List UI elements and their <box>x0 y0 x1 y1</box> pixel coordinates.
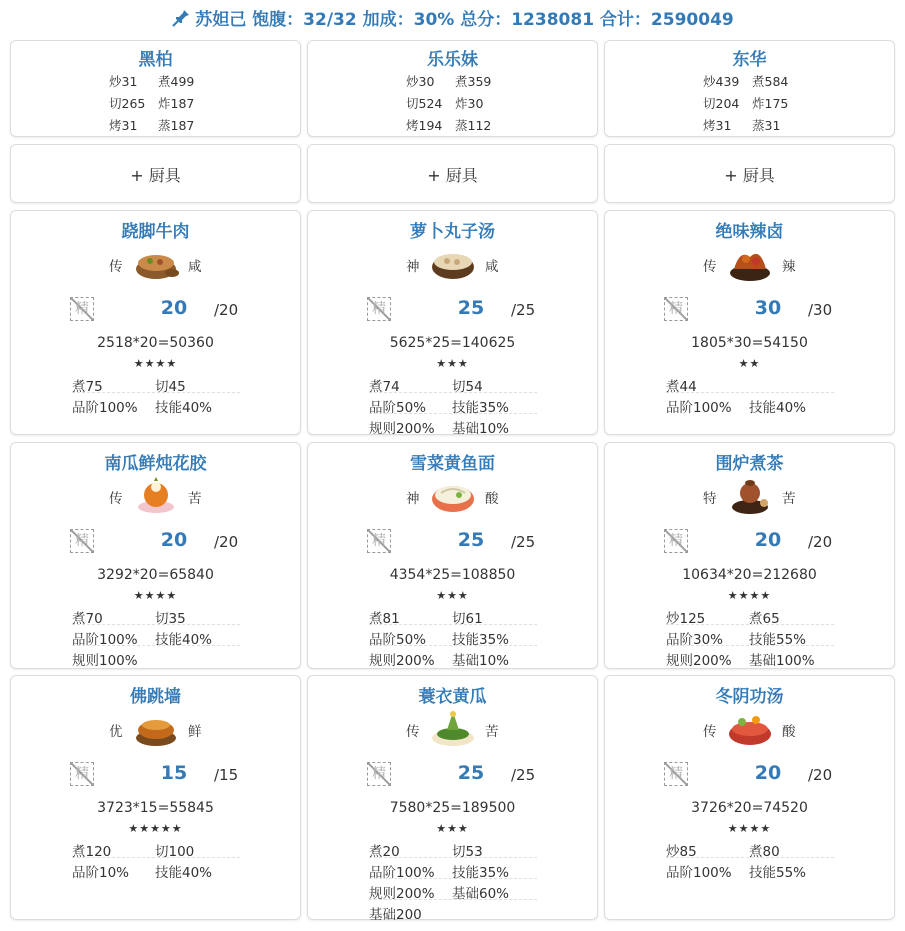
dish-detail-row <box>369 394 537 414</box>
dish-quantity-max: /20 <box>214 301 239 319</box>
dish-card[interactable] <box>307 442 598 669</box>
dish-card[interactable] <box>10 675 301 920</box>
add-tool-label: + 厨具 <box>427 166 478 185</box>
dish-detail-value: 规则200% <box>369 421 435 437</box>
dish-detail-row <box>666 647 834 667</box>
chef-skill: 烤31 <box>109 118 138 133</box>
chef-skill: 炒31 <box>109 74 138 89</box>
dish-score-calc: 7580*25=189500 <box>389 800 516 816</box>
dish-detail-row <box>369 626 537 646</box>
dish-detail-value: 切35 <box>155 611 186 627</box>
dish-detail-row <box>72 838 240 858</box>
dish-detail-value: 品阶50% <box>369 632 427 648</box>
dish-detail-row <box>72 859 240 879</box>
dish-detail-value: 煮65 <box>749 611 780 627</box>
dish-detail-row <box>369 838 537 858</box>
dish-detail-value: 切53 <box>452 844 483 860</box>
dish-card[interactable] <box>307 210 598 435</box>
dish-detail-row <box>369 859 537 879</box>
dish-detail-value: 品阶10% <box>72 865 130 881</box>
dish-card[interactable] <box>10 210 301 435</box>
jing-toggle[interactable]: 精 <box>70 762 94 786</box>
dish-name: 绝味辣卤 <box>715 222 784 242</box>
dish-detail-value: 品阶100% <box>72 400 138 416</box>
dish-detail-value: 切45 <box>155 379 186 395</box>
dish-detail-row <box>72 647 240 667</box>
dish-detail-value: 煮81 <box>369 611 400 627</box>
jing-toggle[interactable]: 精 <box>664 529 688 553</box>
dish-detail-value: 炒125 <box>666 611 706 627</box>
chef-skill: 炒30 <box>406 74 435 89</box>
chef-skill: 炒439 <box>703 74 740 89</box>
jing-toggle[interactable]: 精 <box>367 297 391 321</box>
dish-flavor: 苦 <box>188 491 202 507</box>
dish-stars: ★★★★★ <box>128 822 183 835</box>
dish-rarity: 优 <box>109 724 123 740</box>
dish-flavor: 咸 <box>485 259 499 275</box>
dish-detail-value: 技能40% <box>155 400 213 416</box>
dish-image <box>429 475 477 515</box>
dish-quantity-max: /25 <box>511 766 536 784</box>
dish-name: 佛跳墙 <box>130 687 181 707</box>
dish-flavor: 苦 <box>485 724 499 740</box>
chef-skill: 切265 <box>109 96 146 111</box>
dish-detail-value: 技能40% <box>155 865 213 881</box>
dish-image <box>429 708 477 748</box>
dish-score-calc: 10634*20=212680 <box>682 567 817 583</box>
dish-detail-value: 煮120 <box>72 844 112 860</box>
dish-card[interactable] <box>307 675 598 923</box>
jing-toggle[interactable]: 精 <box>367 762 391 786</box>
dish-name: 跷脚牛肉 <box>121 222 190 242</box>
dish-stars: ★★★ <box>436 589 469 602</box>
dish-name: 南瓜鲜炖花胶 <box>104 454 207 474</box>
chef-skill: 蒸112 <box>455 118 492 133</box>
dish-image <box>132 708 180 748</box>
dish-detail-value: 技能40% <box>155 632 213 648</box>
chef-skill: 烤194 <box>406 118 443 133</box>
dish-detail-row <box>666 626 834 646</box>
dish-image <box>429 243 477 283</box>
dish-quantity[interactable]: 20 <box>160 297 188 319</box>
dish-detail-value: 基础60% <box>452 886 510 902</box>
add-tool-button[interactable] <box>604 144 895 203</box>
dish-quantity-max: /15 <box>214 766 239 784</box>
dish-detail-row <box>72 605 240 625</box>
dish-detail-value: 煮75 <box>72 379 103 395</box>
chef-skill: 煮499 <box>158 74 195 89</box>
chef-skill: 炸187 <box>158 96 195 111</box>
dish-detail-value: 技能55% <box>749 632 807 648</box>
dish-quantity[interactable]: 30 <box>754 297 782 319</box>
chef-skill: 烤31 <box>703 118 732 133</box>
dish-stars: ★★★ <box>436 822 469 835</box>
dish-card[interactable] <box>10 442 301 669</box>
dish-detail-value: 基础100% <box>749 653 815 669</box>
chef-card[interactable] <box>307 40 598 137</box>
jing-toggle[interactable]: 精 <box>664 297 688 321</box>
dish-rarity: 神 <box>406 491 420 507</box>
header-text: 苏妲己 饱腹：32/32 加成：30% 总分：1238081 合计：2590049 <box>195 10 734 30</box>
dish-stars: ★★★★ <box>133 357 178 370</box>
dish-stars: ★★★★ <box>133 589 178 602</box>
dish-stars: ★★★★ <box>727 822 772 835</box>
dish-detail-value: 切61 <box>452 611 483 627</box>
jing-toggle[interactable]: 精 <box>664 762 688 786</box>
jing-toggle[interactable]: 精 <box>367 529 391 553</box>
chef-skill: 切524 <box>406 96 443 111</box>
chef-name: 乐乐妹 <box>427 50 478 70</box>
dish-detail-value: 规则200% <box>666 653 732 669</box>
chef-card[interactable] <box>10 40 301 137</box>
chef-skill: 蒸31 <box>752 118 781 133</box>
dish-detail-value: 煮44 <box>666 379 697 395</box>
dish-rarity: 传 <box>109 491 123 507</box>
dish-rarity: 神 <box>406 259 420 275</box>
add-tool-label: + 厨具 <box>724 166 775 185</box>
dish-rarity: 传 <box>703 259 717 275</box>
dish-detail-row <box>369 605 537 625</box>
dish-card[interactable] <box>604 675 895 920</box>
chef-card[interactable] <box>604 40 895 137</box>
chef-skill: 炸175 <box>752 96 789 111</box>
add-tool-button[interactable] <box>307 144 598 203</box>
dish-detail-value: 技能55% <box>749 865 807 881</box>
dish-name: 蓑衣黄瓜 <box>418 687 487 707</box>
dish-detail-row <box>369 373 537 393</box>
dish-detail-value: 切100 <box>155 844 195 860</box>
dish-detail-value: 品阶50% <box>369 400 427 416</box>
dish-detail-row <box>666 605 834 625</box>
dish-flavor: 鲜 <box>188 724 202 740</box>
dish-score-calc: 3723*15=55845 <box>97 800 214 816</box>
dish-image <box>726 243 774 283</box>
chef-name: 东华 <box>732 50 767 70</box>
dish-detail-row <box>369 415 537 435</box>
dish-detail-row <box>666 373 834 393</box>
dish-quantity-max: /20 <box>808 533 833 551</box>
add-tool-button[interactable] <box>10 144 301 203</box>
dish-detail-row <box>666 859 834 879</box>
dish-detail-value: 煮80 <box>749 844 780 860</box>
dish-rarity: 传 <box>406 724 420 740</box>
dish-detail-value: 切54 <box>452 379 483 395</box>
dish-flavor: 辣 <box>782 259 796 275</box>
header-summary <box>0 6 905 34</box>
pin-icon[interactable] <box>171 8 191 28</box>
dish-flavor: 咸 <box>188 259 202 275</box>
dish-quantity[interactable]: 25 <box>457 297 485 319</box>
dish-quantity[interactable]: 25 <box>457 762 485 784</box>
dish-detail-value: 规则100% <box>72 653 138 669</box>
dish-detail-value: 煮20 <box>369 844 400 860</box>
dish-image <box>132 475 180 515</box>
dish-quantity-max: /25 <box>511 301 536 319</box>
dish-name: 雪菜黄鱼面 <box>410 454 495 474</box>
dish-quantity[interactable]: 20 <box>160 529 188 551</box>
dish-rarity: 特 <box>703 491 717 507</box>
dish-detail-row <box>72 626 240 646</box>
dish-name: 围炉煮茶 <box>715 454 784 474</box>
dish-detail-value: 品阶100% <box>72 632 138 648</box>
dish-flavor: 苦 <box>782 491 796 507</box>
dish-card[interactable] <box>604 210 895 435</box>
dish-detail-row <box>369 901 537 921</box>
dish-flavor: 酸 <box>485 491 499 507</box>
dish-quantity-max: /20 <box>214 533 239 551</box>
dish-detail-value: 规则200% <box>369 653 435 669</box>
dish-detail-value: 品阶100% <box>666 400 732 416</box>
dish-detail-row <box>666 394 834 414</box>
dish-detail-value: 煮74 <box>369 379 400 395</box>
dish-detail-row <box>72 394 240 414</box>
dish-detail-row <box>369 880 537 900</box>
dish-rarity: 传 <box>703 724 717 740</box>
dish-detail-value: 炒85 <box>666 844 697 860</box>
dish-name: 冬阴功汤 <box>715 687 784 707</box>
dish-card[interactable] <box>604 442 895 669</box>
dish-score-calc: 2518*20=50360 <box>97 335 214 351</box>
dish-quantity[interactable]: 20 <box>754 762 782 784</box>
dish-stars: ★★ <box>738 357 761 370</box>
dish-detail-value: 品阶100% <box>369 865 435 881</box>
chef-skill: 煮584 <box>752 74 789 89</box>
dish-quantity-max: /25 <box>511 533 536 551</box>
dish-score-calc: 4354*25=108850 <box>389 567 516 583</box>
dish-detail-row <box>369 647 537 667</box>
dish-image <box>726 708 774 748</box>
dish-image <box>132 243 180 283</box>
jing-toggle[interactable]: 精 <box>70 529 94 553</box>
jing-toggle[interactable]: 精 <box>70 297 94 321</box>
dish-stars: ★★★★ <box>727 589 772 602</box>
dish-quantity[interactable]: 25 <box>457 529 485 551</box>
dish-detail-value: 煮70 <box>72 611 103 627</box>
dish-detail-value: 技能35% <box>452 865 510 881</box>
dish-quantity-max: /20 <box>808 766 833 784</box>
dish-flavor: 酸 <box>782 724 796 740</box>
dish-detail-value: 基础200 <box>369 907 422 923</box>
dish-stars: ★★★ <box>436 357 469 370</box>
dish-rarity: 传 <box>109 259 123 275</box>
dish-name: 萝卜丸子汤 <box>410 222 495 242</box>
dish-detail-value: 技能35% <box>452 632 510 648</box>
chef-skill: 炸30 <box>455 96 484 111</box>
dish-detail-value: 技能35% <box>452 400 510 416</box>
dish-score-calc: 1805*30=54150 <box>691 335 808 351</box>
add-tool-label: + 厨具 <box>130 166 181 185</box>
dish-score-calc: 5625*25=140625 <box>389 335 516 351</box>
dish-score-calc: 3726*20=74520 <box>691 800 808 816</box>
chef-name: 黑柏 <box>138 50 173 70</box>
dish-quantity[interactable]: 15 <box>160 762 188 784</box>
chef-skill: 煮359 <box>455 74 492 89</box>
dish-quantity[interactable]: 20 <box>754 529 782 551</box>
dish-detail-value: 品阶100% <box>666 865 732 881</box>
dish-detail-value: 基础10% <box>452 421 510 437</box>
chef-skill: 切204 <box>703 96 740 111</box>
dish-detail-value: 品阶30% <box>666 632 724 648</box>
dish-detail-value: 规则200% <box>369 886 435 902</box>
dish-detail-value: 技能40% <box>749 400 807 416</box>
dish-detail-value: 基础10% <box>452 653 510 669</box>
dish-quantity-max: /30 <box>808 301 833 319</box>
dish-score-calc: 3292*20=65840 <box>97 567 214 583</box>
chef-skill: 蒸187 <box>158 118 195 133</box>
dish-detail-row <box>666 838 834 858</box>
dish-image <box>726 475 774 515</box>
dish-detail-row <box>72 373 240 393</box>
